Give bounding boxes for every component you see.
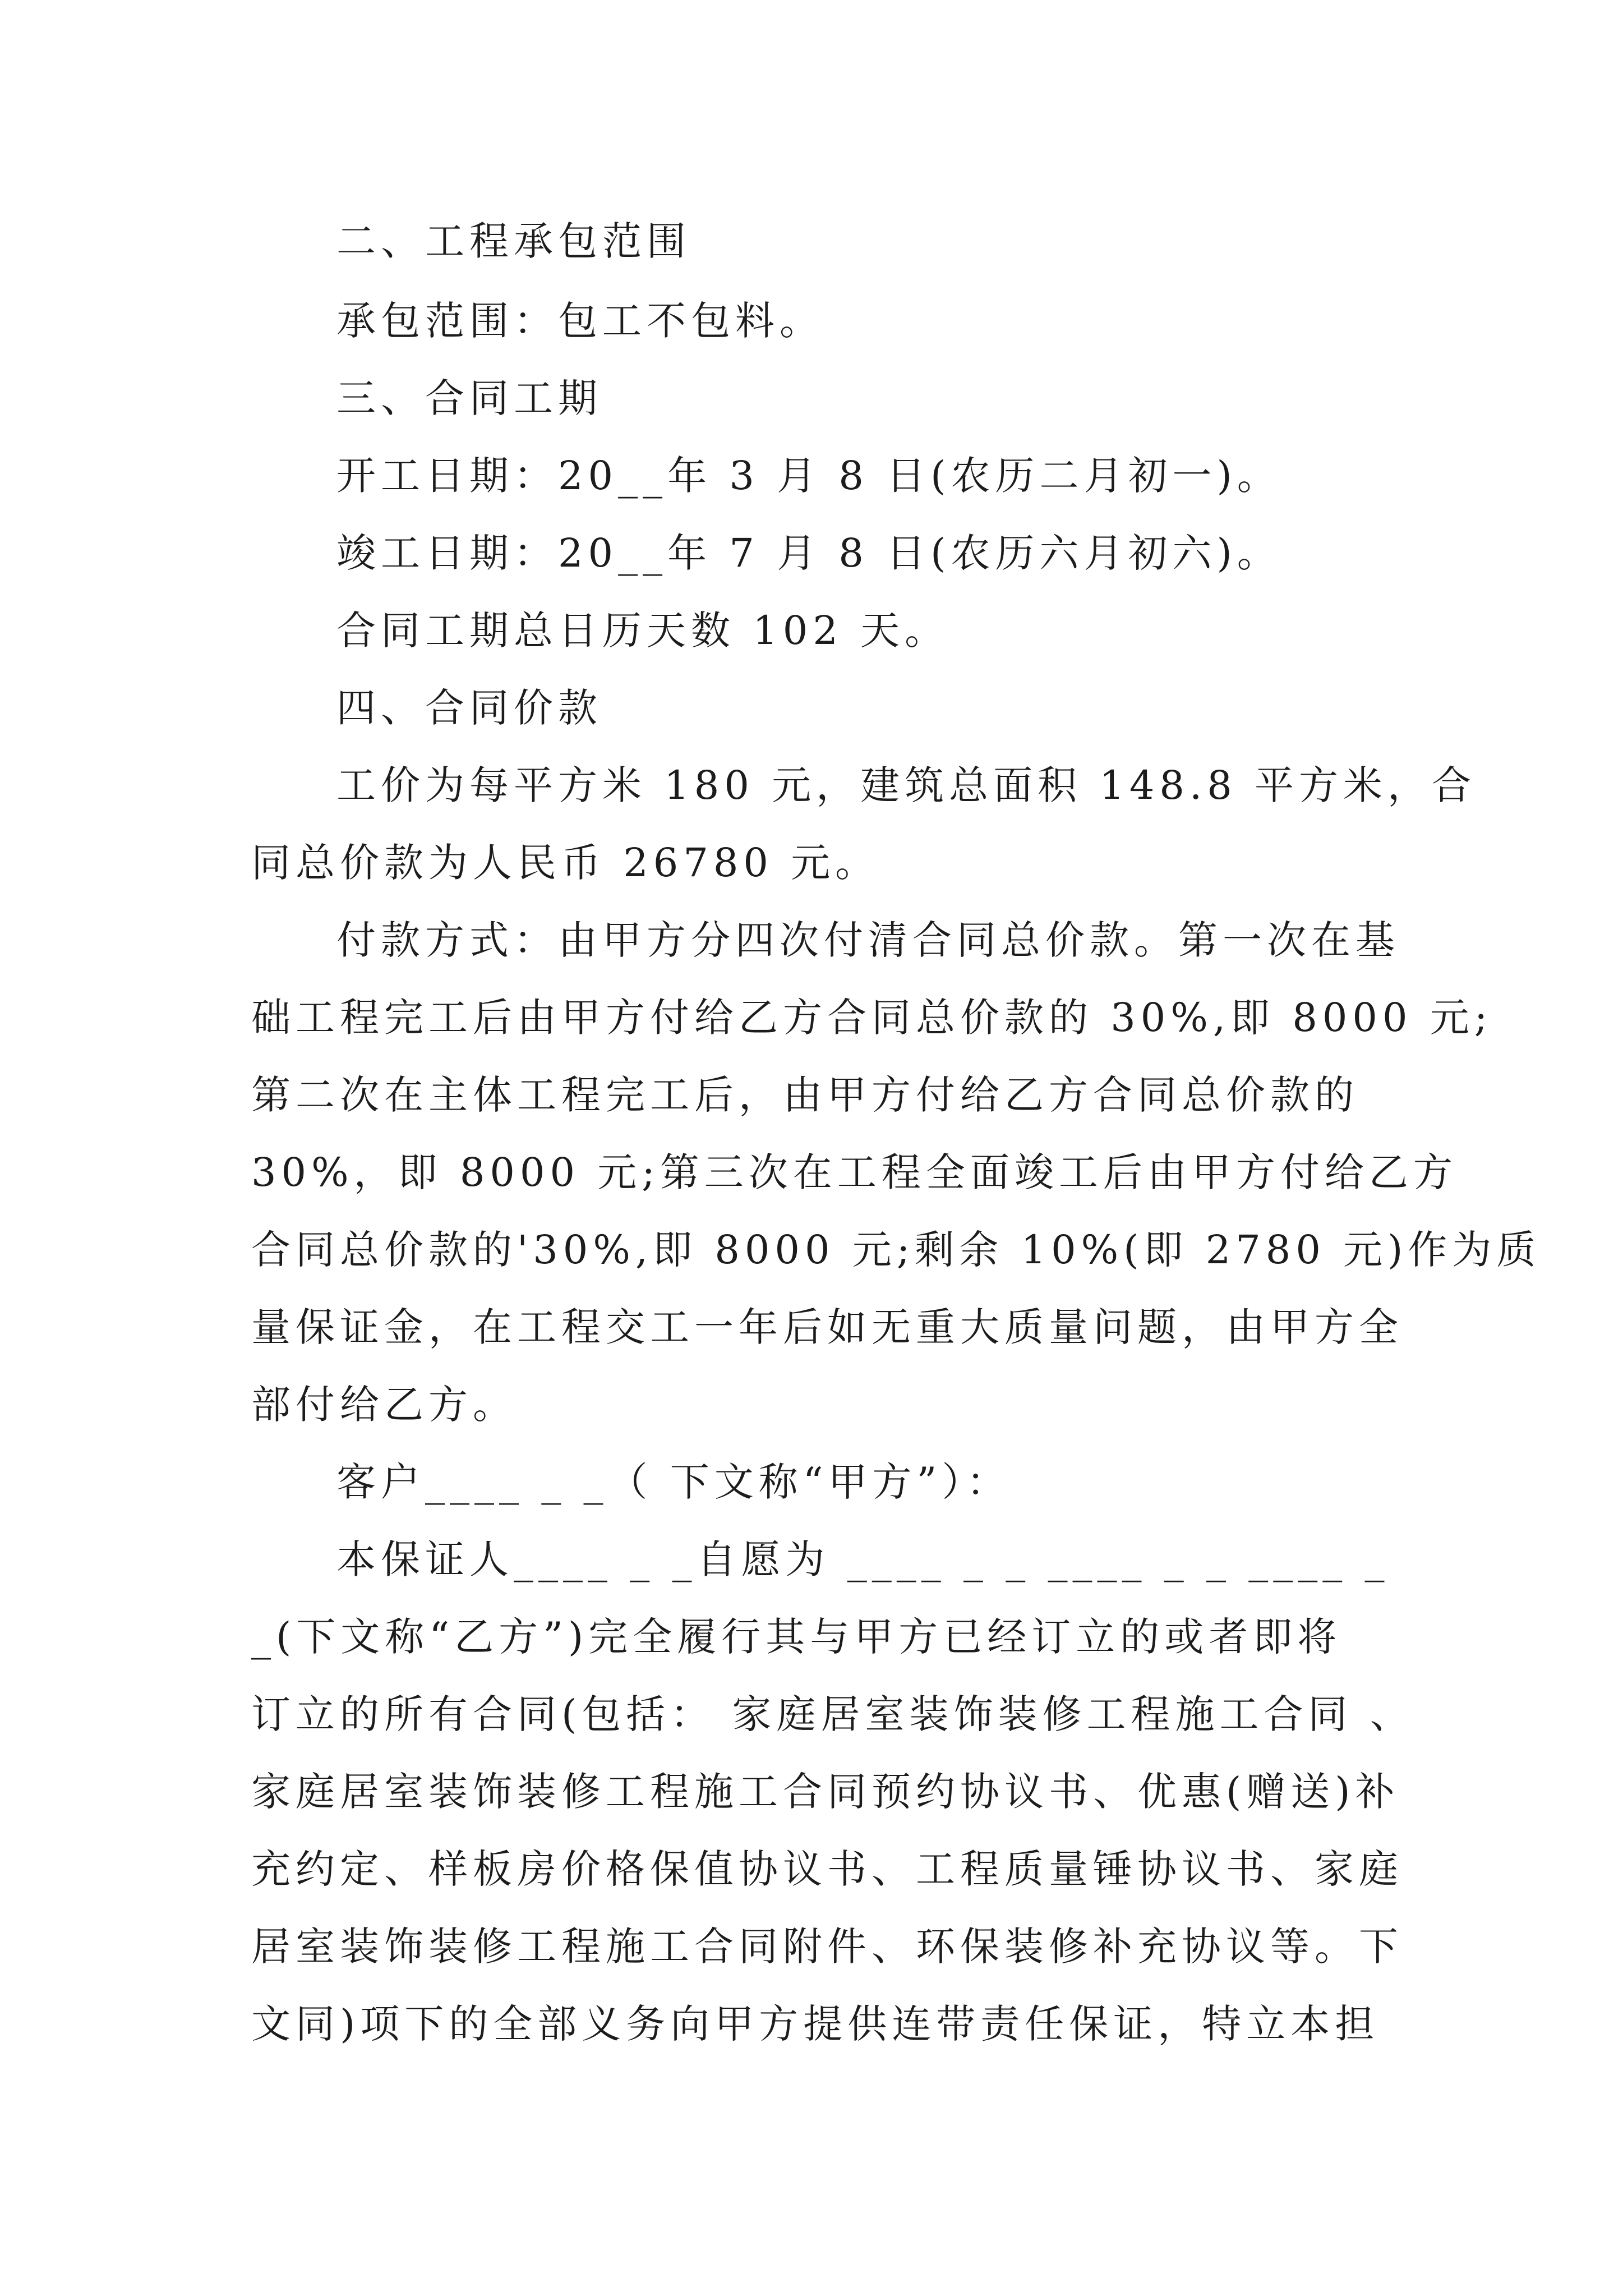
paragraph-payment-line: 30%，即 8000 元;第三次在工程全面竣工后由甲方付给乙方	[251, 1149, 1458, 1195]
paragraph-payment-line: 量保证金，在工程交工一年后如无重大质量问题，由甲方全	[251, 1304, 1403, 1350]
paragraph-payment-line: 第二次在主体工程完工后，由甲方付给乙方合同总价款的	[251, 1072, 1359, 1118]
section-heading-price: 四、合同价款	[336, 685, 602, 731]
section-heading-scope: 二、工程承包范围	[336, 218, 691, 264]
paragraph-guarantor-line: 家庭居室装饰装修工程施工合同预约协议书、优惠(赠送)补	[251, 1769, 1400, 1815]
paragraph-payment-line: 础工程完工后由甲方付给乙方合同总价款的 30%,即 8000 元;	[251, 995, 1493, 1041]
paragraph-guarantor-line: 居室装饰装修工程施工合同附件、环保装修补充协议等。下	[251, 1924, 1403, 1970]
paragraph-guarantor-line: 本保证人____ _ _自愿为 ____ _ _ ____ _ _ ____ _	[336, 1536, 1390, 1582]
paragraph-guarantor-line: 文同)项下的全部义务向甲方提供连带责任保证，特立本担	[251, 2001, 1380, 2047]
paragraph-guarantor-line: 充约定、样板房价格保值协议书、工程质量锤协议书、家庭	[251, 1846, 1403, 1892]
paragraph-scope: 承包范围：包工不包料。	[336, 298, 824, 344]
paragraph-guarantor-line: 订立的所有合同(包括： 家庭居室装饰装修工程施工合同 、	[251, 1691, 1414, 1737]
paragraph-payment-line: 部付给乙方。	[251, 1382, 517, 1428]
paragraph-end-date: 竣工日期：20__年 7 月 8 日(农历六月初六)。	[336, 530, 1281, 576]
paragraph-payment-line: 合同总价款的'30%,即 8000 元;剩余 10%(即 2780 元)作为质	[251, 1227, 1541, 1273]
section-heading-term: 三、合同工期	[336, 375, 602, 421]
paragraph-price-line: 工价为每平方米 180 元，建筑总面积 148.8 平方米，合	[336, 762, 1477, 808]
paragraph-guarantor-line: _(下文称“乙方”)完全履行其与甲方已经订立的或者即将	[251, 1614, 1342, 1660]
paragraph-price-line: 同总价款为人民币 26780 元。	[251, 840, 880, 886]
paragraph-payment-line: 付款方式：由甲方分四次付清合同总价款。第一次在基	[336, 917, 1400, 963]
paragraph-start-date: 开工日期：20__年 3 月 8 日(农历二月初一)。	[336, 453, 1281, 499]
paragraph-client-line: 客户____ _ _（ 下文称“甲方”）：	[336, 1459, 1011, 1505]
paragraph-total-days: 合同工期总日历天数 102 天。	[336, 608, 949, 654]
